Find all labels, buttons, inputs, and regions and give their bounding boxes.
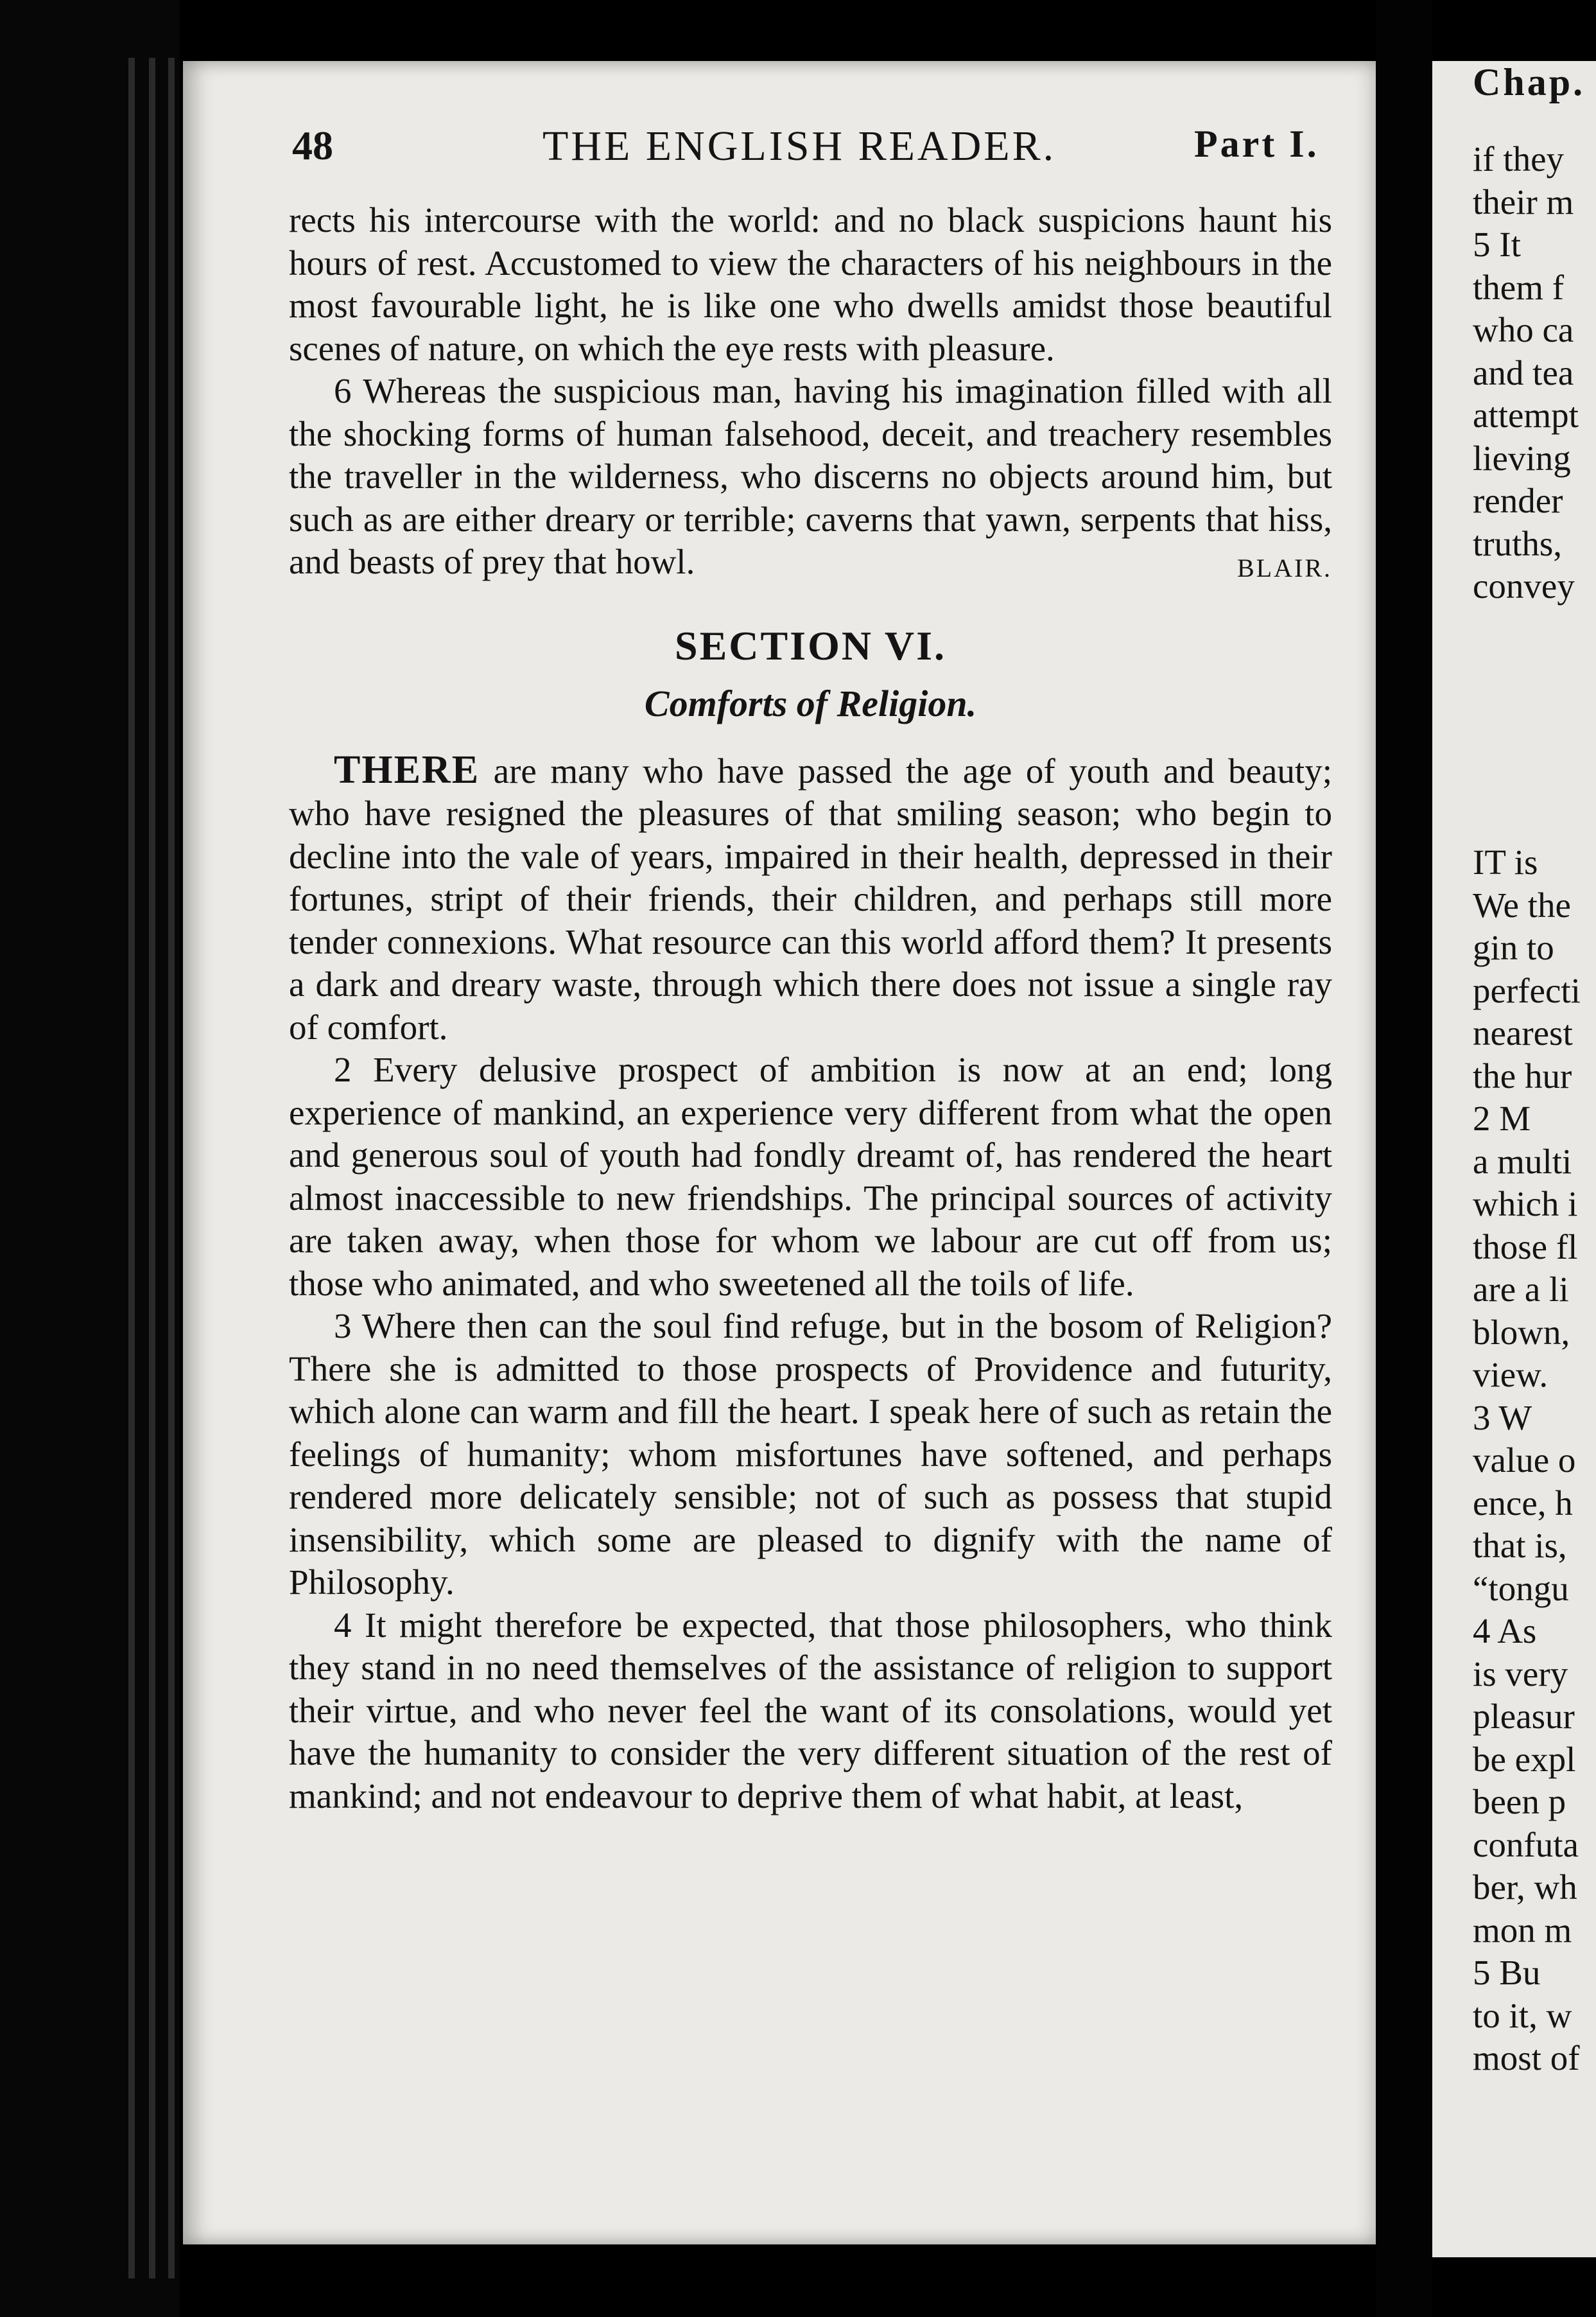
right-page-line: be expl <box>1473 1739 1576 1779</box>
right-page-line: the hur <box>1473 1056 1572 1096</box>
lead-word: THERE <box>334 748 480 792</box>
paragraph-6 <box>289 370 1332 584</box>
right-page-line: perfecti <box>1473 970 1581 1010</box>
right-page-line: are a li <box>1473 1270 1569 1309</box>
right-page-line: 4 As <box>1473 1611 1537 1650</box>
left-page <box>183 61 1376 2244</box>
right-page-line: IT is <box>1473 843 1538 882</box>
author-signature: BLAIR. <box>1237 554 1332 582</box>
page-body <box>289 199 1332 1817</box>
section-title: SECTION VI. <box>674 622 947 669</box>
paragraph-3: 3 Where then can the soul find refuge, but in the bosom of Religion? There she is admitted to those prospects of Providence and futurity, which alone can warm and fill the heart. I speak here of such as retain the feelings of humanity; whom misfortunes have softened, and perhaps rendered more delicately sensible; not of such as possess that stupid insensibility, which some are pleased to dignify with the name of Philosophy. <box>289 1306 1332 1602</box>
right-page-line: 3 W <box>1473 1397 1532 1437</box>
right-page-line: ence, h <box>1473 1483 1573 1523</box>
right-page-line: been p <box>1473 1782 1566 1821</box>
right-page-line: and tea <box>1473 353 1574 392</box>
paragraph-6-text: 6 Whereas the suspicious man, having his imagination filled with all the shocking forms of human falsehood, deceit, and treachery resembles the traveller in the wilderness, who discerns no objects around him, but such as are either dreary or terrible; caverns that yawn, serpents that hiss, and beasts of prey that howl. <box>289 371 1332 581</box>
paragraph-2: 2 Every delusive prospect of ambition is now at an end; long experience of mankind, an experience very different from what the open and generous soul of youth had fondly dreamt of, has rendered the heart almost inaccessible to new friendships. The principal sources of activity are taken away, when those for whom we labour are cut off from us; those who animated, and who sweetened all the toils of life. <box>289 1050 1332 1303</box>
right-page-line: gin to <box>1473 928 1554 967</box>
page-edge <box>168 58 175 2278</box>
right-page-line: blown, <box>1473 1312 1570 1352</box>
paragraph-4: 4 It might therefore be expected, that those philosophers, who think they stand in no need themselves of the assistance of religion to support their virtue, and who never feel the want of its consolations, would yet have the humanity to consider the very different situation of the rest of mankind; and not endeavour to deprive them of what habit, at least, <box>289 1605 1332 1815</box>
right-page-line: 5 It <box>1473 225 1521 264</box>
right-page-line: that is, <box>1473 1526 1567 1565</box>
book-spine-shadow <box>0 0 180 2317</box>
running-title: THE ENGLISH READER. <box>542 123 1057 170</box>
right-page-line: is very <box>1473 1654 1568 1693</box>
right-page-line: them f <box>1473 267 1565 307</box>
right-page-line: “tongu <box>1473 1568 1569 1608</box>
right-page-line: if they <box>1473 139 1565 179</box>
right-page-line: value o <box>1473 1440 1576 1480</box>
right-page-line: 5 Bu <box>1473 1953 1541 1992</box>
page-number: 48 <box>292 123 333 168</box>
right-page-line: which i <box>1473 1184 1578 1223</box>
right-page-line: truths, <box>1473 523 1563 563</box>
right-page-line: confuta <box>1473 1824 1579 1864</box>
right-page-line: lieving <box>1473 438 1571 478</box>
page-edge <box>128 58 135 2278</box>
right-page-line: nearest <box>1473 1013 1573 1053</box>
paragraph-1-text: are many who have passed the age of youth and beauty; who have resigned the pleasures of that smiling season; who begin to decline into the vale of years, impaired in their health, depressed in their fortunes, stript of their friends, their children, and perhaps still more tender connexions. What resource can this world afford them? It presents a dark and dreary waste, through which there does not issue a single ray of comfort. <box>289 751 1332 1047</box>
right-page-line: render <box>1473 481 1563 520</box>
right-page-line: most of <box>1473 2038 1580 2077</box>
right-page-fragment <box>1432 61 1596 2257</box>
right-page-line: view. <box>1473 1355 1548 1394</box>
paragraph-1 <box>289 749 1332 1049</box>
right-page-line: those fl <box>1473 1227 1578 1266</box>
right-page-line: pleasur <box>1473 1697 1575 1736</box>
right-page-line: their m <box>1473 182 1574 222</box>
right-page-line: 2 M <box>1473 1099 1531 1138</box>
section-subtitle: Comforts of Religion. <box>644 683 977 724</box>
right-page-line: attempt <box>1473 396 1579 435</box>
paragraph-continued: rects his intercourse with the world: and no black suspicions haunt his hours of rest. Accustomed to view the characters of his neighbours in the most favourable light, he is like one who dwells amidst those beautiful scenes of nature, on which the eye rests with pleasure. <box>289 200 1332 368</box>
right-page-line: who ca <box>1473 310 1574 349</box>
part-label: Part I. <box>1194 123 1319 165</box>
right-page-line: We the <box>1473 885 1571 925</box>
right-page-line: ber, wh <box>1473 1867 1577 1907</box>
right-page-line: convey <box>1473 566 1575 606</box>
right-page-line: mon m <box>1473 1910 1572 1950</box>
book-gutter <box>1376 0 1432 2317</box>
page-edge <box>149 58 155 2278</box>
right-page-line: a multi <box>1473 1141 1572 1181</box>
right-page-header: Chap. <box>1473 61 1586 103</box>
right-page-line: to it, w <box>1473 1995 1572 2035</box>
